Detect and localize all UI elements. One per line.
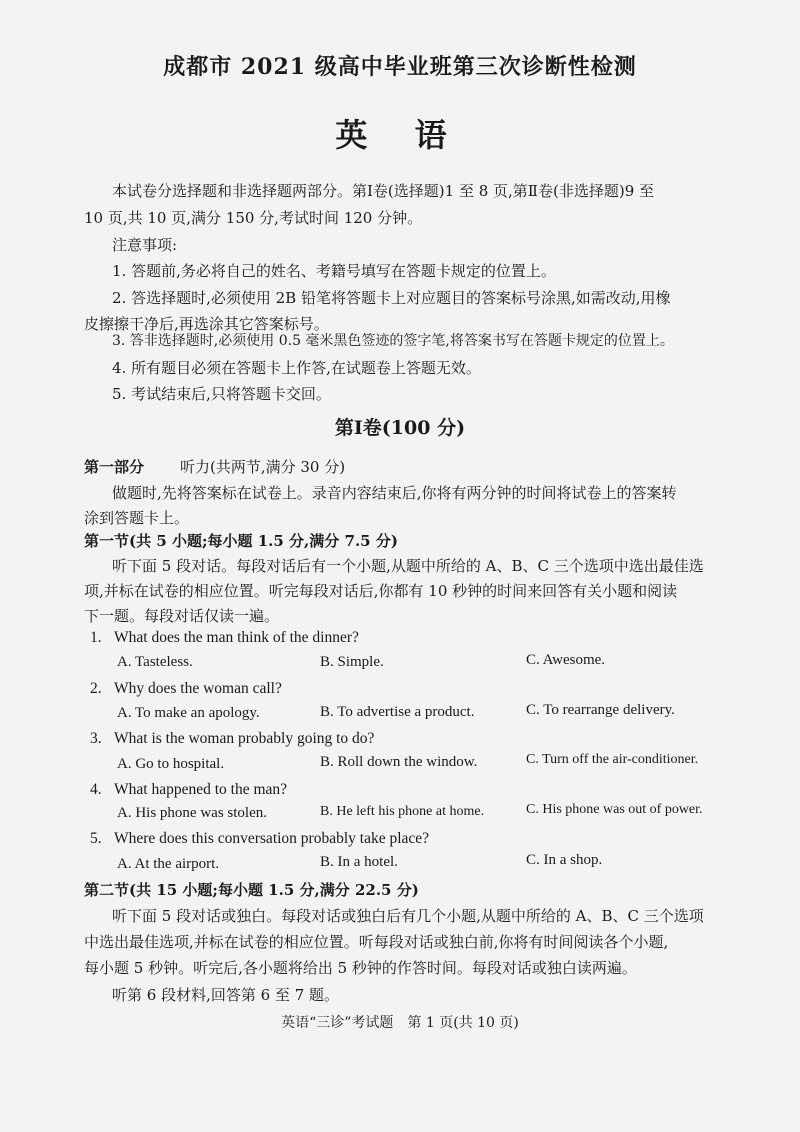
notice-item: 5. 考试结束后,只将答题卡交回。 (112, 385, 331, 403)
question-text: Why does the woman call? (114, 680, 282, 697)
notice-item: 1. 答题前,务必将自己的姓名、考籍号填写在答题卡规定的位置上。 (112, 262, 556, 280)
subject-title: 英 语 (335, 116, 465, 154)
question-number: 5. (90, 830, 102, 847)
intro-line-2: 10 页,共 10 页,满分 150 分,考试时间 120 分钟。 (84, 209, 423, 227)
option-b: B. In a hotel. (320, 854, 398, 870)
question-number: 4. (90, 781, 102, 798)
option-c: C. In a shop. (526, 852, 603, 868)
option-a: A. To make an apology. (117, 705, 260, 721)
section-heading: 第一节(共 5 小题;每小题 1.5 分,满分 7.5 分) (84, 532, 398, 550)
notice-item: 3. 答非选择题时,必须使用 0.5 毫米黑色签迹的签字笔,将答案书写在答题卡规定的位置上。 (112, 333, 674, 349)
notice-title: 注意事项: (112, 236, 178, 254)
option-c: C. To rearrange delivery. (526, 702, 675, 718)
part-title: 听力(共两节,满分 30 分) (180, 458, 346, 476)
option-a: A. Tasteless. (117, 654, 193, 670)
question-text: What is the woman probably going to do? (114, 730, 375, 747)
question-number: 3. (90, 730, 102, 747)
section-instruction: 听下面 5 段对话或独白。每段对话或独白后有几个小题,从题中所给的 A、B、C 三个选项 (112, 907, 704, 925)
question-number: 2. (90, 680, 102, 697)
option-c: C. His phone was out of power. (526, 802, 703, 817)
option-b: B. Roll down the window. (320, 754, 478, 770)
exam-title: 成都市 2021 级高中毕业班第三次诊断性检测 (163, 54, 637, 80)
option-c: C. Awesome. (526, 652, 606, 668)
section-heading: 第二节(共 15 小题;每小题 1.5 分,满分 22.5 分) (84, 881, 419, 899)
option-b: B. He left his phone at home. (320, 804, 485, 819)
question-text: What does the man think of the dinner? (114, 629, 359, 646)
question-number: 1. (90, 629, 102, 646)
page-footer: 英语“三诊”考试题 第 1 页(共 10 页) (281, 1015, 519, 1031)
option-a: A. His phone was stolen. (117, 805, 267, 821)
option-b: B. Simple. (320, 654, 384, 670)
part-instruction: 涂到答题卡上。 (84, 509, 190, 527)
volume-heading: 第Ⅰ卷(100 分) (334, 417, 466, 439)
notice-item: 皮擦擦干净后,再选涂其它答案标号。 (84, 315, 329, 333)
notice-item: 4. 所有题目必须在答题卡上作答,在试题卷上答题无效。 (112, 359, 481, 377)
option-b: B. To advertise a product. (320, 704, 475, 720)
part-instruction: 做题时,先将答案标在试卷上。录音内容结束后,你将有两分钟的时间将试卷上的答案转 (112, 484, 677, 502)
question-text: What happened to the man? (114, 781, 288, 798)
notice-item: 2. 答选择题时,必须使用 2B 铅笔将答题卡上对应题目的答案标号涂黑,如需改动,用橡 (112, 289, 671, 307)
section-instruction: 听第 6 段材料,回答第 6 至 7 题。 (112, 986, 340, 1004)
option-a: A. At the airport. (117, 856, 220, 872)
intro-line-1: 本试卷分选择题和非选择题两部分。第Ⅰ卷(选择题)1 至 8 页,第Ⅱ卷(非选择题)9 至 (112, 182, 655, 200)
part-label: 第一部分 (84, 458, 145, 476)
section-instruction: 下一题。每段对话仅读一遍。 (84, 607, 280, 625)
option-a: A. Go to hospital. (117, 756, 225, 772)
option-c: C. Turn off the air-conditioner. (526, 752, 699, 767)
section-instruction: 项,并标在试卷的相应位置。听完每段对话后,你都有 10 秒钟的时间来回答有关小题和阅读 (84, 582, 678, 600)
question-text: Where does this conversation probably take place? (114, 830, 430, 847)
section-instruction: 中选出最佳选项,并标在试卷的相应位置。听每段对话或独白前,你将有时间阅读各个小题, (84, 933, 669, 951)
section-instruction: 每小题 5 秒钟。听完后,各小题将给出 5 秒钟的作答时间。每段对话或独白读两遍。 (84, 959, 637, 977)
section-instruction: 听下面 5 段对话。每段对话后有一个小题,从题中所给的 A、B、C 三个选项中选出最佳选 (112, 557, 704, 575)
